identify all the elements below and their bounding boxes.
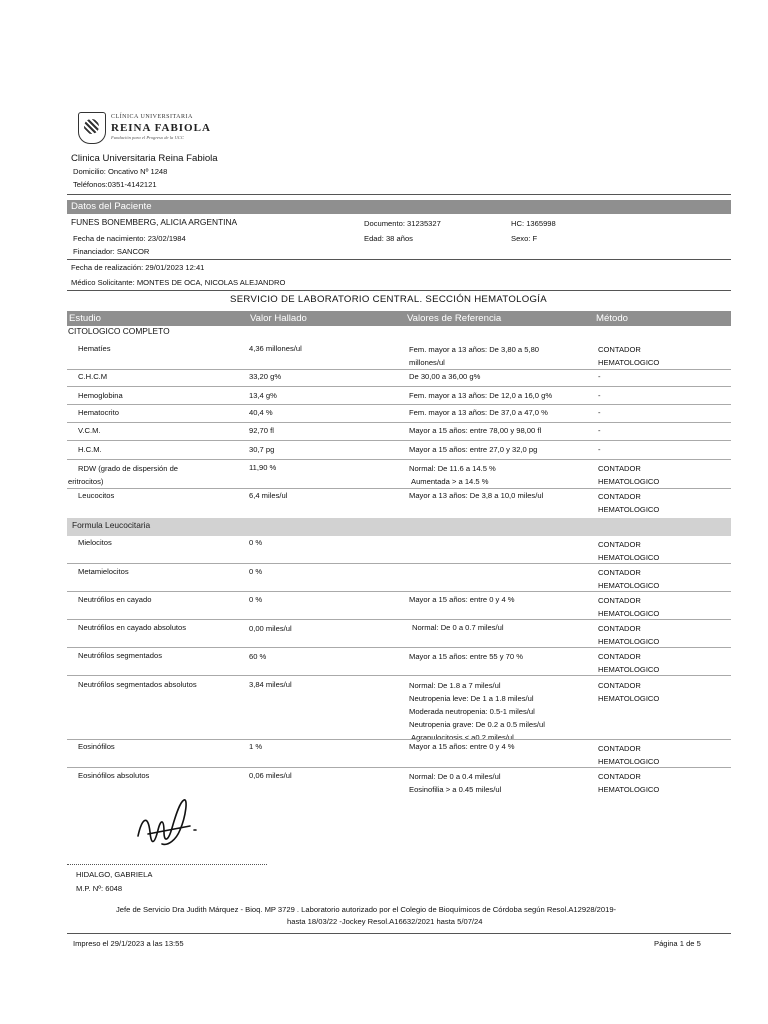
legal-line-1: Jefe de Servicio Dra Judith Márquez - Bioq. MP 3729 . Laboratorio autorizado por el Colegio de Bioquímicos de Córdoba según Resol.A12928/2019- bbox=[116, 905, 617, 914]
row-divider bbox=[67, 440, 731, 441]
row-divider bbox=[67, 739, 731, 740]
study-cell: H.C.M. bbox=[78, 445, 102, 454]
study-cell: Hematocrito bbox=[78, 408, 119, 417]
divider bbox=[67, 290, 731, 291]
method-cell bbox=[598, 538, 659, 564]
divider bbox=[67, 259, 731, 260]
patient-birth: Fecha de nacimiento: 23/02/1984 bbox=[73, 234, 186, 243]
method-line: HEMATOLOGICO bbox=[598, 757, 660, 766]
reference-line: Agranulocitosis < a0.2 miles/ul bbox=[411, 733, 514, 742]
legal-line-2: hasta 18/03/22 -Jockey Resol.A16632/2021 hasta 5/07/24 bbox=[287, 917, 483, 926]
row-divider bbox=[67, 488, 731, 489]
patient-financer: Financiador: SANCOR bbox=[73, 247, 150, 256]
method-line: HEMATOLOGICO bbox=[598, 581, 660, 590]
divider bbox=[67, 194, 731, 195]
reference-line: Aumentada > a 14.5 % bbox=[411, 477, 489, 486]
method-line: CONTADOR bbox=[598, 568, 641, 577]
study-cell: Neutrófilos en cayado absolutos bbox=[78, 623, 187, 632]
study-cell: C.H.C.M bbox=[78, 372, 108, 381]
method-line: CONTADOR bbox=[598, 492, 641, 501]
method-cell bbox=[598, 462, 659, 488]
signature-line bbox=[67, 864, 267, 865]
reference-cell bbox=[409, 343, 539, 369]
reference-cell: Mayor a 15 años: entre 78,00 y 98,00 fl bbox=[409, 426, 542, 435]
signer-name: HIDALGO, GABRIELA bbox=[76, 870, 153, 879]
reference-line: millones/ul bbox=[409, 358, 445, 367]
logo-line3: Fundación para el Progreso de la UCC bbox=[111, 135, 184, 140]
value-cell: 1 % bbox=[249, 742, 263, 751]
study-cell: Hemoglobina bbox=[78, 391, 123, 400]
reference-cell: Mayor a 15 años: entre 0 y 4 % bbox=[409, 595, 515, 604]
reference-cell: Mayor a 15 años: entre 55 y 70 % bbox=[409, 652, 523, 661]
value-cell: 0 % bbox=[249, 567, 263, 576]
method-line: HEMATOLOGICO bbox=[598, 785, 660, 794]
col-method: Método bbox=[596, 313, 628, 324]
logo-line2: REINA FABIOLA bbox=[111, 122, 211, 134]
reference-line: Normal: De 1.8 a 7 miles/ul bbox=[409, 681, 501, 690]
method-cell bbox=[598, 742, 659, 768]
reference-cell: Mayor a 15 años: entre 27,0 y 32,0 pg bbox=[409, 445, 538, 454]
study-cell: Eosinófilos bbox=[78, 742, 115, 751]
logo-line1: CLÍNICA UNIVERSITARIA bbox=[111, 114, 193, 120]
signature-image bbox=[128, 796, 208, 856]
method-line: HEMATOLOGICO bbox=[598, 609, 660, 618]
group-title-formula-bar bbox=[67, 518, 731, 536]
printed-date: Impreso el 29/1/2023 a las 13:55 bbox=[73, 939, 184, 948]
method-cell: - bbox=[598, 445, 601, 454]
study-cell: Leucocitos bbox=[78, 491, 115, 500]
value-cell: 0 % bbox=[249, 538, 263, 547]
reference-cell: Mayor a 15 años: entre 0 y 4 % bbox=[409, 742, 515, 751]
method-line: CONTADOR bbox=[598, 772, 641, 781]
reference-cell: Normal: De 0 a 0.7 miles/ul bbox=[412, 623, 504, 632]
reference-line: Neutropenia grave: De 0.2 a 0.5 miles/ul bbox=[409, 720, 545, 729]
row-divider bbox=[67, 404, 731, 405]
row-divider bbox=[67, 591, 731, 592]
results-table-header bbox=[67, 311, 731, 326]
method-cell: - bbox=[598, 372, 601, 381]
value-cell: 0 % bbox=[249, 595, 263, 604]
value-cell: 30,7 pg bbox=[249, 445, 275, 454]
study-cell bbox=[68, 462, 178, 488]
patient-section-title: Datos del Paciente bbox=[71, 201, 152, 212]
patient-section-bar bbox=[67, 200, 731, 214]
reference-line: Neutropenia leve: De 1 a 1.8 miles/ul bbox=[409, 694, 534, 703]
value-cell: 92,70 fl bbox=[249, 426, 274, 435]
method-cell bbox=[598, 622, 659, 648]
method-line: HEMATOLOGICO bbox=[598, 637, 660, 646]
col-reference: Valores de Referencia bbox=[407, 313, 502, 324]
method-cell bbox=[598, 770, 659, 796]
patient-document: Documento: 31235327 bbox=[364, 219, 441, 228]
value-cell: 3,84 miles/ul bbox=[249, 680, 292, 689]
reference-cell bbox=[409, 679, 545, 744]
reference-cell bbox=[409, 462, 496, 488]
row-divider bbox=[67, 422, 731, 423]
study-cell: V.C.M. bbox=[78, 426, 101, 435]
method-cell bbox=[598, 490, 659, 516]
value-cell: 40,4 % bbox=[249, 408, 273, 417]
method-line: CONTADOR bbox=[598, 744, 641, 753]
clinic-logo bbox=[78, 112, 268, 146]
method-cell bbox=[598, 650, 659, 676]
method-cell bbox=[598, 679, 659, 705]
method-line: CONTADOR bbox=[598, 596, 641, 605]
value-cell: 60 % bbox=[249, 652, 267, 661]
reference-cell: Mayor a 13 años: De 3,8 a 10,0 miles/ul bbox=[409, 491, 544, 500]
method-cell: - bbox=[598, 408, 601, 417]
row-divider bbox=[67, 619, 731, 620]
clinic-phones: Teléfonos:0351-4142121 bbox=[73, 180, 157, 189]
service-title: SERVICIO DE LABORATORIO CENTRAL. SECCIÓN HEMATOLOGÍA bbox=[230, 294, 547, 305]
study-cell: Neutrófilos segmentados absolutos bbox=[78, 680, 197, 689]
method-line: HEMATOLOGICO bbox=[598, 553, 660, 562]
method-line: CONTADOR bbox=[598, 624, 641, 633]
study-cell: Neutrófilos segmentados bbox=[78, 651, 162, 660]
patient-sex: Sexo: F bbox=[511, 234, 538, 243]
method-line: HEMATOLOGICO bbox=[598, 505, 660, 514]
reference-cell: De 30,00 a 36,00 g% bbox=[409, 372, 481, 381]
method-line: CONTADOR bbox=[598, 681, 641, 690]
method-line: CONTADOR bbox=[598, 464, 641, 473]
method-cell bbox=[598, 566, 659, 592]
group-title-formula: Formula Leucocitaria bbox=[72, 520, 151, 530]
patient-name: FUNES BONEMBERG, ALICIA ARGENTINA bbox=[71, 217, 238, 227]
clinic-name: Clinica Universitaria Reina Fabiola bbox=[71, 153, 218, 164]
row-divider bbox=[67, 386, 731, 387]
study-cell: Metamielocitos bbox=[78, 567, 129, 576]
value-cell: 0,00 miles/ul bbox=[249, 624, 292, 633]
method-line: CONTADOR bbox=[598, 345, 641, 354]
study-cell: Eosinófilos absolutos bbox=[78, 771, 150, 780]
method-cell bbox=[598, 594, 659, 620]
row-divider bbox=[67, 675, 731, 676]
col-value: Valor Hallado bbox=[250, 313, 307, 324]
row-divider bbox=[67, 767, 731, 768]
footer-divider bbox=[67, 933, 731, 934]
method-line: HEMATOLOGICO bbox=[598, 694, 660, 703]
reference-cell: Fem. mayor a 13 años: De 37,0 a 47,0 % bbox=[409, 408, 548, 417]
row-divider bbox=[67, 647, 731, 648]
patient-age: Edad: 38 años bbox=[364, 234, 413, 243]
value-cell: 11,90 % bbox=[249, 463, 277, 472]
reference-line: Fem. mayor a 13 años: De 3,80 a 5,80 bbox=[409, 345, 540, 354]
method-cell: - bbox=[598, 426, 601, 435]
row-divider bbox=[67, 563, 731, 564]
signer-mp: M.P. Nº: 6048 bbox=[76, 884, 123, 893]
method-line: HEMATOLOGICO bbox=[598, 477, 660, 486]
realization-date: Fecha de realización: 29/01/2023 12:41 bbox=[71, 263, 205, 272]
study-cell: Hematíes bbox=[78, 344, 111, 353]
clinic-address: Domicilio: Oncativo Nº 1248 bbox=[73, 167, 168, 176]
value-cell: 4,36 millones/ul bbox=[249, 344, 302, 353]
study-cell: Mielocitos bbox=[78, 538, 112, 547]
seal-icon bbox=[78, 112, 106, 144]
reference-line: Eosinofilia > a 0.45 miles/ul bbox=[409, 785, 502, 794]
method-line: CONTADOR bbox=[598, 652, 641, 661]
value-cell: 33,20 g% bbox=[249, 372, 282, 381]
value-cell: 6,4 miles/ul bbox=[249, 491, 288, 500]
reference-line: Moderada neutropenia: 0.5-1 miles/ul bbox=[409, 707, 535, 716]
row-divider bbox=[67, 459, 731, 460]
value-cell: 13,4 g% bbox=[249, 391, 277, 400]
patient-hc: HC: 1365998 bbox=[511, 219, 556, 228]
reference-cell bbox=[409, 770, 501, 796]
method-line: HEMATOLOGICO bbox=[598, 358, 660, 367]
study-line: RDW (grado de dispersión de bbox=[78, 464, 179, 473]
method-line: CONTADOR bbox=[598, 540, 641, 549]
page-number: Página 1 de 5 bbox=[654, 939, 701, 948]
study-line: eritrocitos) bbox=[68, 477, 104, 486]
requesting-doctor: Médico Solicitante: MONTES DE OCA, NICOLAS ALEJANDRO bbox=[71, 278, 286, 287]
method-cell bbox=[598, 343, 659, 369]
reference-cell: Fem. mayor a 13 años: De 12,0 a 16,0 g% bbox=[409, 391, 553, 400]
method-line: HEMATOLOGICO bbox=[598, 665, 660, 674]
study-cell: Neutrófilos en cayado bbox=[78, 595, 152, 604]
group-title-citologico: CITOLOGICO COMPLETO bbox=[68, 326, 170, 336]
value-cell: 0,06 miles/ul bbox=[249, 771, 292, 780]
row-divider bbox=[67, 369, 731, 370]
reference-line: Normal: De 0 a 0.4 miles/ul bbox=[409, 772, 501, 781]
reference-line: Normal: De 11.6 a 14.5 % bbox=[409, 464, 496, 473]
col-study: Estudio bbox=[69, 313, 101, 324]
method-cell: - bbox=[598, 391, 601, 400]
